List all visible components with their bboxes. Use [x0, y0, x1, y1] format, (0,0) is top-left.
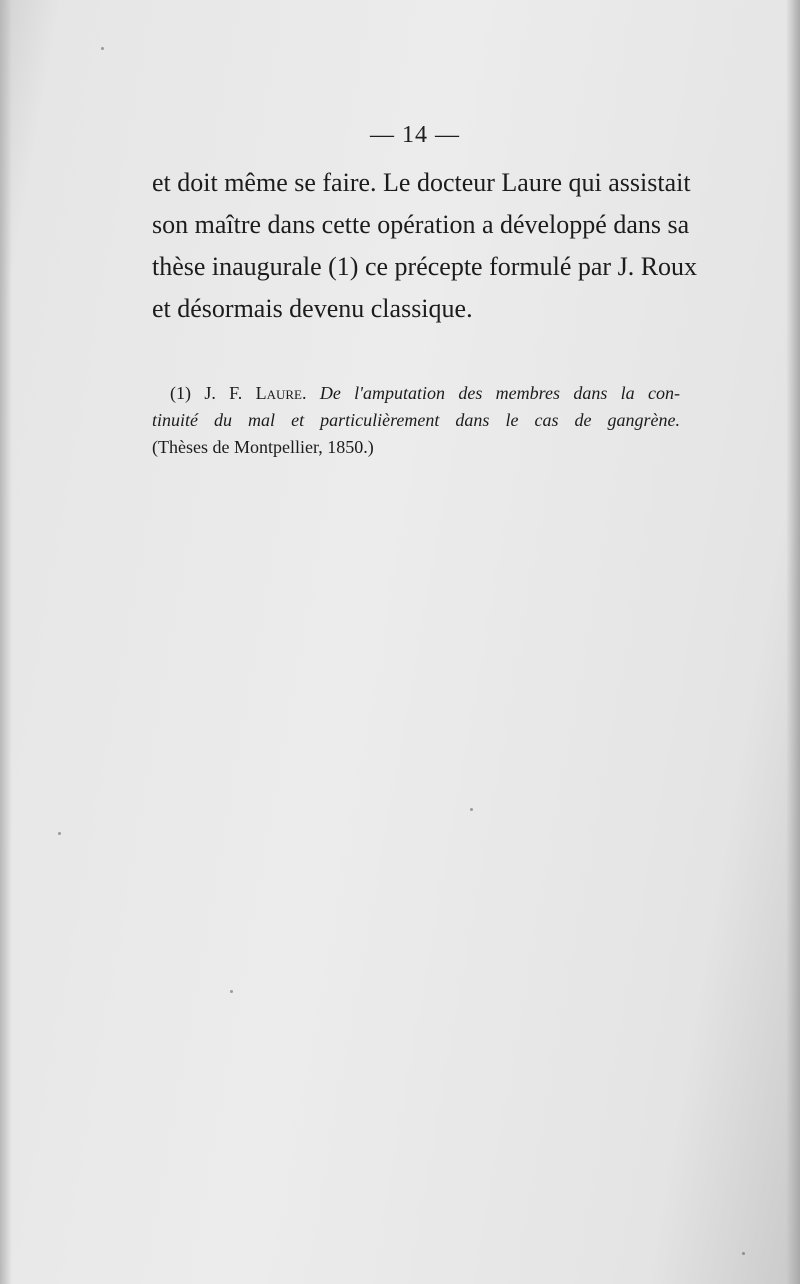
footnote-line: [152, 380, 680, 407]
body-line: et doit même se faire. Le docteur Laure qui assistait: [152, 168, 691, 197]
body-line: et désormais devenu classique.: [152, 294, 473, 323]
page-right-shadow: [786, 0, 800, 1284]
page-left-shadow: [0, 0, 12, 1284]
footnote-title-part2: tinuité du mal et particulièrement dans le cas de gangrène.: [152, 410, 680, 430]
body-line: thèse inaugurale (1) ce précepte formulé par J. Roux: [152, 252, 698, 281]
body-line: son maître dans cette opération a développé dans sa: [152, 210, 690, 239]
footnote-source: (Thèses de Montpellier, 1850.): [152, 437, 374, 457]
paper-speck: [470, 808, 473, 811]
footnote-marker: (1) J. F.: [170, 383, 243, 403]
paper-speck: [230, 990, 233, 993]
page-number: — 14 —: [370, 122, 460, 148]
paper-speck: [58, 832, 61, 835]
body-paragraph: [152, 162, 698, 330]
paper-speck: [742, 1252, 745, 1255]
paper-speck: [101, 47, 104, 50]
footnote: [152, 380, 680, 461]
footnote-author: Laure.: [255, 383, 307, 403]
footnote-title-part1: De l'amputation des membres dans la con-: [319, 383, 681, 403]
